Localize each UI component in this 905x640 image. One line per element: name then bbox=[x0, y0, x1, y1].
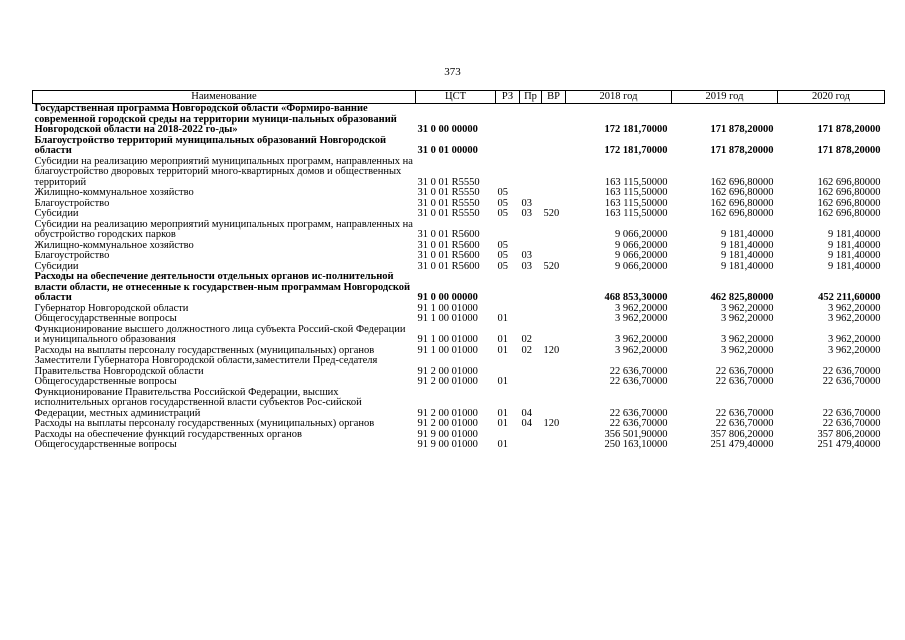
table-row bbox=[33, 209, 885, 220]
cell-cst: 91 1 00 01000 bbox=[417, 334, 478, 345]
budget-table bbox=[32, 90, 885, 451]
cell-pr: 04 bbox=[521, 419, 532, 429]
cell-cst: 31 0 01 R5550 bbox=[417, 188, 480, 198]
cell-2019: 9 181,40000 bbox=[721, 251, 774, 261]
cell-2018: 3 962,20000 bbox=[615, 314, 668, 324]
cell-rz bbox=[496, 272, 520, 304]
cell-2020: 251 479,40000 bbox=[817, 440, 881, 450]
cell-name: Общегосударственные вопросы bbox=[34, 377, 177, 387]
cell-name: Функционирование Правительства Российской Федерации, высших исполнительных органов государственной власти субъектов Рос-сийской Федерации, местных администраций bbox=[34, 387, 362, 419]
header-vr: ВР bbox=[542, 91, 566, 104]
cell-rz: 05 bbox=[497, 261, 508, 272]
cell-cst: 31 0 01 R5550 bbox=[417, 198, 480, 209]
cell-2019: 9 181,40000 bbox=[721, 229, 774, 240]
cell-rz: 01 bbox=[497, 345, 508, 356]
cell-rz: 01 bbox=[497, 419, 508, 429]
cell-pr bbox=[520, 157, 542, 189]
cell-cst: 31 0 01 R5600 bbox=[417, 261, 480, 272]
cell-2019: 22 636,70000 bbox=[715, 377, 774, 387]
cell-2019: 3 962,20000 bbox=[721, 345, 774, 356]
table-row bbox=[33, 314, 885, 325]
cell-2020: 162 696,80000 bbox=[817, 188, 881, 198]
cell-rz: 05 bbox=[497, 198, 508, 209]
table-row bbox=[33, 251, 885, 262]
cell-rz: 05 bbox=[497, 240, 508, 251]
cell-cst: 91 9 00 01000 bbox=[417, 440, 478, 450]
cell-2019: 357 806,20000 bbox=[710, 429, 774, 440]
cell-vr: 120 bbox=[543, 345, 560, 356]
cell-rz: 01 bbox=[497, 407, 508, 419]
cell-2018: 3 962,20000 bbox=[615, 334, 668, 345]
cell-name: Расходы на обеспечение функций государственных органов bbox=[34, 429, 302, 440]
cell-2020: 3 962,20000 bbox=[828, 303, 881, 314]
cell-rz: 01 bbox=[497, 314, 508, 324]
cell-vr bbox=[542, 440, 566, 451]
cell-pr: 03 bbox=[521, 198, 532, 209]
cell-vr: 520 bbox=[543, 209, 560, 219]
cell-cst: 31 0 01 R5600 bbox=[417, 251, 480, 261]
header-name: Наименование bbox=[33, 91, 416, 104]
cell-cst: 91 2 00 01000 bbox=[417, 407, 478, 419]
table-row bbox=[33, 188, 885, 199]
cell-2020: 22 636,70000 bbox=[822, 419, 881, 429]
cell-vr bbox=[542, 220, 566, 241]
cell-pr bbox=[520, 220, 542, 241]
cell-2020: 171 878,20000 bbox=[817, 145, 881, 156]
cell-name: Благоустройство bbox=[34, 251, 110, 261]
cell-rz: 05 bbox=[497, 251, 508, 261]
cell-rz: 01 bbox=[497, 334, 508, 345]
cell-2018: 9 066,20000 bbox=[615, 240, 668, 251]
cell-pr bbox=[520, 104, 542, 136]
cell-2019: 162 696,80000 bbox=[710, 209, 774, 219]
cell-2020: 452 211,60000 bbox=[818, 292, 881, 303]
cell-cst: 91 1 00 01000 bbox=[417, 303, 478, 314]
cell-2018: 9 066,20000 bbox=[615, 229, 668, 240]
cell-2018: 468 853,30000 bbox=[604, 292, 668, 303]
table-row bbox=[33, 304, 885, 315]
cell-2019: 3 962,20000 bbox=[721, 303, 774, 314]
cell-name: Субсидии bbox=[34, 209, 79, 219]
table-row bbox=[33, 136, 885, 157]
cell-cst: 31 0 01 R5600 bbox=[417, 229, 480, 240]
table-row bbox=[33, 388, 885, 420]
table-row bbox=[33, 104, 885, 136]
cell-2020: 9 181,40000 bbox=[828, 261, 881, 272]
cell-rz bbox=[496, 157, 520, 189]
cell-vr bbox=[542, 136, 566, 157]
cell-cst: 91 1 00 01000 bbox=[417, 345, 478, 356]
cell-vr bbox=[542, 199, 566, 210]
cell-cst: 91 2 00 01000 bbox=[417, 377, 478, 387]
cell-name: Общегосударственные вопросы bbox=[34, 440, 177, 450]
cell-2018: 163 115,50000 bbox=[604, 198, 668, 209]
cell-2019: 9 181,40000 bbox=[721, 240, 774, 251]
table-row bbox=[33, 377, 885, 388]
cell-2020: 357 806,20000 bbox=[817, 429, 881, 440]
cell-pr bbox=[520, 272, 542, 304]
cell-vr: 120 bbox=[543, 419, 560, 429]
cell-2018: 356 501,90000 bbox=[604, 429, 668, 440]
cell-name: Субсидии bbox=[34, 261, 79, 272]
cell-vr bbox=[542, 241, 566, 252]
header-2019: 2019 год bbox=[672, 91, 778, 104]
cell-name: Функционирование высшего должностного лица субъекта Россий-ской Федерации и муниципального образования bbox=[34, 324, 406, 345]
header-2018: 2018 год bbox=[566, 91, 672, 104]
cell-pr bbox=[520, 430, 542, 441]
cell-name: Жилищно-коммунальное хозяйство bbox=[34, 188, 194, 198]
cell-2020: 3 962,20000 bbox=[828, 314, 881, 324]
cell-cst: 91 9 00 01000 bbox=[417, 429, 478, 440]
cell-name: Губернатор Новгородской области bbox=[34, 303, 189, 314]
cell-pr bbox=[520, 304, 542, 315]
cell-2020: 162 696,80000 bbox=[817, 209, 881, 219]
cell-2019: 462 825,80000 bbox=[710, 292, 774, 303]
header-pr: Пр bbox=[520, 91, 542, 104]
cell-rz bbox=[496, 220, 520, 241]
cell-2020: 9 181,40000 bbox=[828, 229, 881, 240]
cell-name: Расходы на выплаты персоналу государственных (муниципальных) органов bbox=[34, 419, 375, 429]
cell-rz: 01 bbox=[497, 377, 508, 387]
cell-pr: 02 bbox=[521, 345, 532, 356]
cell-2018: 9 066,20000 bbox=[615, 261, 668, 272]
cell-2019: 22 636,70000 bbox=[715, 419, 774, 429]
cell-name: Заместители Губернатора Новгородской области,заместители Пред-седателя Правительства Новгородской области bbox=[34, 356, 378, 377]
table-row bbox=[33, 157, 885, 189]
cell-2019: 171 878,20000 bbox=[710, 124, 774, 135]
cell-2018: 22 636,70000 bbox=[609, 377, 668, 387]
cell-cst: 31 0 01 R5600 bbox=[417, 240, 480, 251]
cell-vr bbox=[542, 388, 566, 420]
table-header bbox=[33, 91, 885, 104]
cell-vr bbox=[542, 430, 566, 441]
table-body bbox=[33, 104, 885, 451]
cell-2018: 163 115,50000 bbox=[604, 176, 668, 188]
cell-2020: 162 696,80000 bbox=[817, 176, 881, 188]
cell-2018: 22 636,70000 bbox=[609, 419, 668, 429]
cell-name: Государственная программа Новгородской области «Формиро-ванние современной городской среды на территории муници-пальных образований Новгородской области на 2018-2022 го-ды» bbox=[34, 103, 397, 135]
cell-vr bbox=[542, 157, 566, 189]
cell-name: Благоустройство bbox=[34, 198, 110, 209]
cell-vr bbox=[542, 377, 566, 388]
cell-name: Жилищно-коммунальное хозяйство bbox=[34, 240, 194, 251]
page-number: 373 bbox=[444, 66, 461, 78]
cell-cst: 31 0 00 00000 bbox=[417, 124, 478, 135]
cell-2018: 172 181,70000 bbox=[604, 145, 668, 156]
cell-2019: 9 181,40000 bbox=[721, 261, 774, 272]
cell-vr bbox=[542, 304, 566, 315]
cell-cst: 91 2 00 01000 bbox=[417, 419, 478, 429]
cell-cst: 91 1 00 01000 bbox=[417, 314, 478, 324]
cell-pr bbox=[520, 188, 542, 199]
table-row bbox=[33, 272, 885, 304]
cell-2019: 162 696,80000 bbox=[710, 198, 774, 209]
table-row bbox=[33, 440, 885, 451]
cell-pr: 03 bbox=[521, 251, 532, 261]
cell-cst: 31 0 01 R5550 bbox=[417, 176, 480, 188]
cell-name: Субсидии на реализацию мероприятий муниципальных программ, направленных на благоустройство дворовых территорий много-квартирных домов и общественных территорий bbox=[34, 156, 413, 188]
cell-rz bbox=[496, 104, 520, 136]
cell-pr bbox=[520, 356, 542, 377]
cell-pr bbox=[520, 136, 542, 157]
cell-2018: 163 115,50000 bbox=[604, 209, 668, 219]
cell-name: Субсидии на реализацию мероприятий муниципальных программ, направленных на обустройство городских парков bbox=[34, 219, 413, 240]
cell-pr: 04 bbox=[521, 407, 532, 419]
cell-2019: 3 962,20000 bbox=[721, 314, 774, 324]
cell-rz bbox=[496, 136, 520, 157]
cell-name: Благоустройство территорий муниципальных образований Новгородской области bbox=[34, 135, 387, 156]
table-row bbox=[33, 430, 885, 441]
cell-pr bbox=[520, 377, 542, 388]
cell-pr: 03 bbox=[521, 261, 532, 272]
cell-2018: 3 962,20000 bbox=[615, 345, 668, 356]
cell-vr bbox=[542, 272, 566, 304]
cell-vr bbox=[542, 356, 566, 377]
cell-2018: 22 636,70000 bbox=[609, 407, 668, 419]
cell-2019: 162 696,80000 bbox=[710, 188, 774, 198]
header-cst: ЦСТ bbox=[416, 91, 496, 104]
cell-name: Общегосударственные вопросы bbox=[34, 314, 177, 324]
cell-2020: 3 962,20000 bbox=[828, 345, 881, 356]
cell-rz bbox=[496, 356, 520, 377]
cell-2019: 22 636,70000 bbox=[715, 365, 774, 377]
cell-name: Расходы на выплаты персоналу государственных (муниципальных) органов bbox=[34, 345, 375, 356]
cell-vr bbox=[542, 188, 566, 199]
cell-2019: 3 962,20000 bbox=[721, 334, 774, 345]
cell-2019: 171 878,20000 bbox=[710, 145, 774, 156]
cell-2018: 250 163,10000 bbox=[604, 440, 668, 450]
cell-2020: 162 696,80000 bbox=[817, 198, 881, 209]
cell-2018: 172 181,70000 bbox=[604, 124, 668, 135]
table-row bbox=[33, 356, 885, 377]
cell-2020: 22 636,70000 bbox=[822, 377, 881, 387]
cell-vr bbox=[542, 314, 566, 325]
table-row bbox=[33, 220, 885, 241]
cell-2020: 3 962,20000 bbox=[828, 334, 881, 345]
cell-pr bbox=[520, 314, 542, 325]
table-row bbox=[33, 241, 885, 252]
cell-rz: 05 bbox=[497, 209, 508, 219]
table-row bbox=[33, 262, 885, 273]
cell-2019: 22 636,70000 bbox=[715, 407, 774, 419]
cell-2020: 171 878,20000 bbox=[817, 124, 881, 135]
cell-pr bbox=[520, 241, 542, 252]
cell-2018: 22 636,70000 bbox=[609, 365, 668, 377]
cell-vr bbox=[542, 104, 566, 136]
cell-rz: 05 bbox=[497, 188, 508, 198]
cell-cst: 91 0 00 00000 bbox=[417, 292, 478, 303]
cell-2018: 9 066,20000 bbox=[615, 251, 668, 261]
cell-vr: 520 bbox=[543, 261, 560, 272]
cell-pr bbox=[520, 440, 542, 451]
cell-2019: 162 696,80000 bbox=[710, 176, 774, 188]
cell-2020: 22 636,70000 bbox=[822, 407, 881, 419]
cell-2018: 163 115,50000 bbox=[604, 188, 668, 198]
table-row bbox=[33, 325, 885, 346]
cell-pr: 02 bbox=[521, 334, 532, 345]
table-row bbox=[33, 346, 885, 357]
cell-vr bbox=[542, 325, 566, 346]
cell-cst: 31 0 01 00000 bbox=[417, 145, 478, 156]
header-rz: РЗ bbox=[496, 91, 520, 104]
cell-2020: 9 181,40000 bbox=[828, 251, 881, 261]
cell-name: Расходы на обеспечение деятельности отдельных органов ис-полнительной власти области, не отнесенные к государствен-ным программам Новгородской области bbox=[34, 272, 411, 303]
cell-cst: 91 2 00 01000 bbox=[417, 365, 478, 377]
cell-pr: 03 bbox=[521, 209, 532, 219]
cell-2019: 251 479,40000 bbox=[710, 440, 774, 450]
cell-rz bbox=[496, 430, 520, 441]
cell-2020: 22 636,70000 bbox=[822, 365, 881, 377]
cell-2020: 9 181,40000 bbox=[828, 240, 881, 251]
table-row bbox=[33, 419, 885, 430]
cell-rz bbox=[496, 304, 520, 315]
cell-vr bbox=[542, 251, 566, 262]
cell-rz: 01 bbox=[497, 440, 508, 450]
cell-cst: 31 0 01 R5550 bbox=[417, 209, 480, 219]
cell-2018: 3 962,20000 bbox=[615, 303, 668, 314]
header-2020: 2020 год bbox=[778, 91, 885, 104]
table-row bbox=[33, 199, 885, 210]
